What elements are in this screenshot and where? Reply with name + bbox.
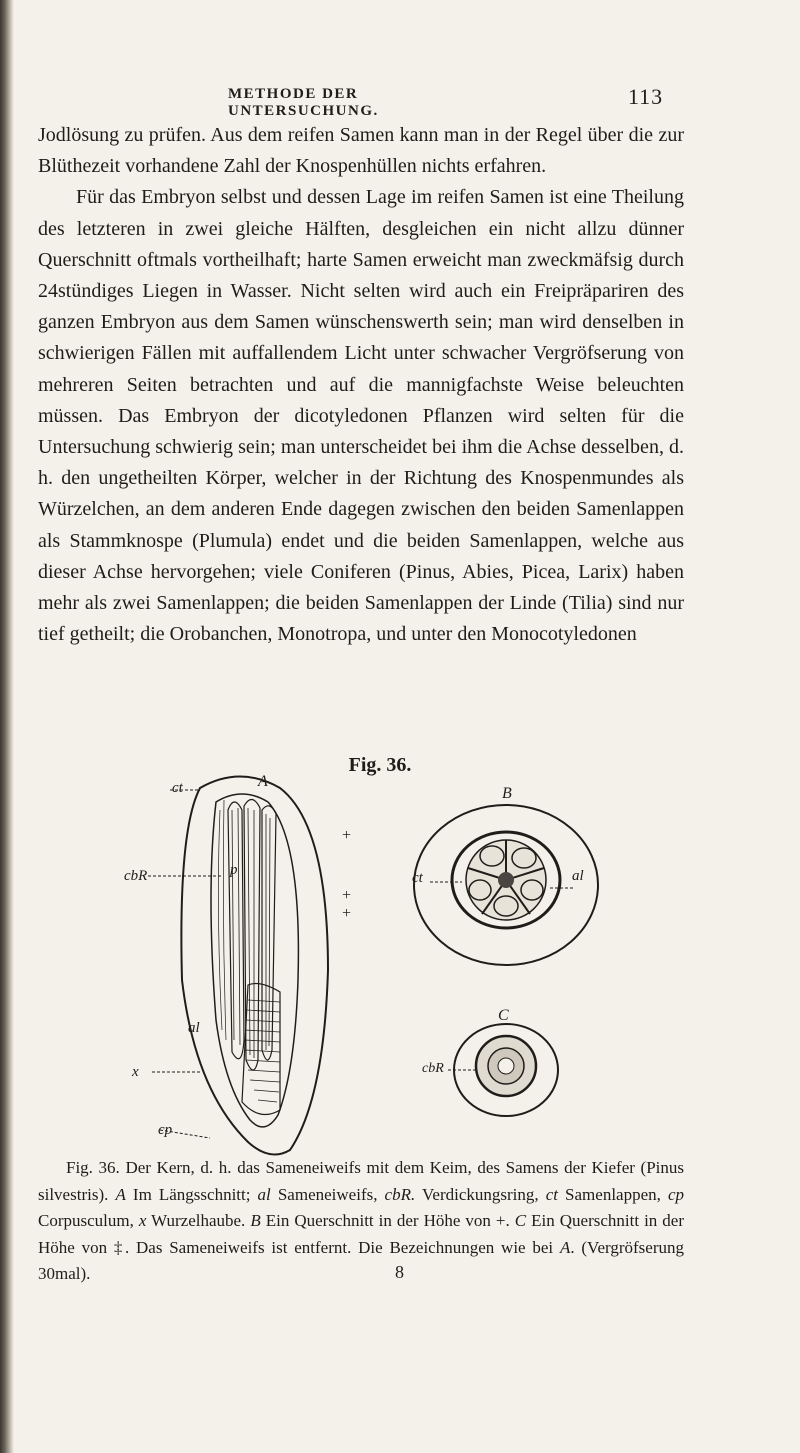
caption-segment: Ein Querschnitt in der Höhe von +. bbox=[260, 1211, 515, 1230]
caption-segment: cbR. bbox=[384, 1184, 416, 1204]
caption-segment: Corpusculum, bbox=[38, 1211, 139, 1230]
label-cp: cp bbox=[158, 1122, 173, 1138]
caption-segment: Sameneiweifs, bbox=[270, 1184, 385, 1204]
label-a: A bbox=[258, 773, 268, 790]
label-al-a: al bbox=[188, 1020, 200, 1036]
drawing-c-cross-section bbox=[422, 1007, 558, 1116]
caption-segment: B bbox=[250, 1211, 261, 1230]
caption-segment: ct bbox=[545, 1184, 558, 1204]
signature-mark: 8 bbox=[395, 1262, 404, 1282]
caption-segment: A bbox=[115, 1184, 126, 1204]
caption-segment: al bbox=[257, 1184, 271, 1204]
label-x: x bbox=[132, 1064, 139, 1080]
caption-segment: x bbox=[138, 1211, 147, 1230]
page-number: 113 bbox=[628, 84, 664, 109]
caption-segment: Im Längsschnitt; bbox=[125, 1184, 258, 1204]
label-ct-a: ct bbox=[172, 780, 183, 796]
label-cbr-a: cbR bbox=[124, 868, 148, 884]
body-text bbox=[38, 120, 684, 650]
drawing-a-longitudinal-section bbox=[124, 773, 351, 1155]
label-al-b: al bbox=[572, 868, 584, 884]
label-b: B bbox=[502, 785, 512, 802]
caption-segment: Samenlappen, bbox=[557, 1184, 668, 1204]
label-plus-plus-2: + bbox=[342, 905, 352, 922]
caption-segment: Verdickungsring, bbox=[415, 1184, 546, 1204]
caption-segment: Ein Querschnitt in der Höhe von ‡. Das Sameneiweifs ist entfernt. Die Bezeichnungen wie bei bbox=[38, 1211, 685, 1257]
figure-label: Fig. 36. bbox=[348, 754, 412, 776]
label-plus: + bbox=[342, 827, 352, 844]
book-spine-shadow bbox=[0, 0, 14, 1453]
running-title: METHODE DER UNTERSUCHUNG. bbox=[228, 86, 379, 119]
figure-36-illustration bbox=[124, 770, 640, 1160]
label-c: C bbox=[498, 1007, 509, 1024]
drawing-b-cross-section bbox=[412, 785, 598, 965]
figure-caption bbox=[38, 1155, 684, 1288]
label-ct-b: ct bbox=[412, 870, 423, 886]
label-cbr-c: cbR bbox=[422, 1061, 444, 1076]
caption-segment: cp bbox=[667, 1184, 685, 1204]
paragraph-1: Jodlösung zu prüfen. Aus dem reifen Samen kann man in der Regel über die zur Blüthezeit vorhandene Zahl der Knospenhüllen nichts erfahren. bbox=[38, 124, 684, 178]
caption-segment: A bbox=[559, 1237, 571, 1257]
caption-segment: . (Vergröfserung 30mal). bbox=[38, 1237, 684, 1283]
caption-segment: Fig. 36. Der Kern, d. h. das Sameneiweifs mit dem Keim, des Samens der Kiefer (Pinus silvestris). bbox=[38, 1158, 684, 1204]
caption-segment: Wurzelhaube. bbox=[146, 1211, 251, 1230]
label-p: p bbox=[230, 862, 238, 878]
paragraph-2: Für das Embryon selbst und dessen Lage im reifen Samen ist eine Theilung des letzteren in zwei gleiche Hälften, desgleichen ein nicht allzu dünner Querschnitt oftmals vortheilhaft; harte Samen erweicht man zweckmäfsig durch 24stündiges Liegen in Wasser. Nicht selten wird auch ein Freipräpariren des ganzen Embryon aus dem Samen wünschenswerth sein; man wird denselben in schwierigen Fällen mit auffallendem Licht unter schwacher Vergröfserung von mehreren Seiten betrachten und auf die mannigfachste Weise beleuchten müssen. Das Embryon der dicotyledonen Pflanzen wird selten für die Untersuchung schwierig sein; man unterscheidet bei ihm die Achse desselben, d. h. den ungetheilten Körper, welcher in der Richtung des Knospenmundes als Würzelchen, an dem anderen Ende dagegen zwischen den beiden Samenlappen als Stammknospe (Plumula) endet und die beiden Samenlappen, welche aus dieser Achse hervorgehen; viele Coniferen (Pinus, Abies, Picea, Larix) haben mehr als zwei Samenlappen; die beiden Samenlappen der Linde (Tilia) sind nur tief getheilt; die Orobanchen, Monotropa, und unter den Monocotyledonen bbox=[38, 186, 684, 646]
caption-segment: C bbox=[514, 1211, 527, 1230]
label-plus-plus-1: + bbox=[342, 887, 352, 904]
